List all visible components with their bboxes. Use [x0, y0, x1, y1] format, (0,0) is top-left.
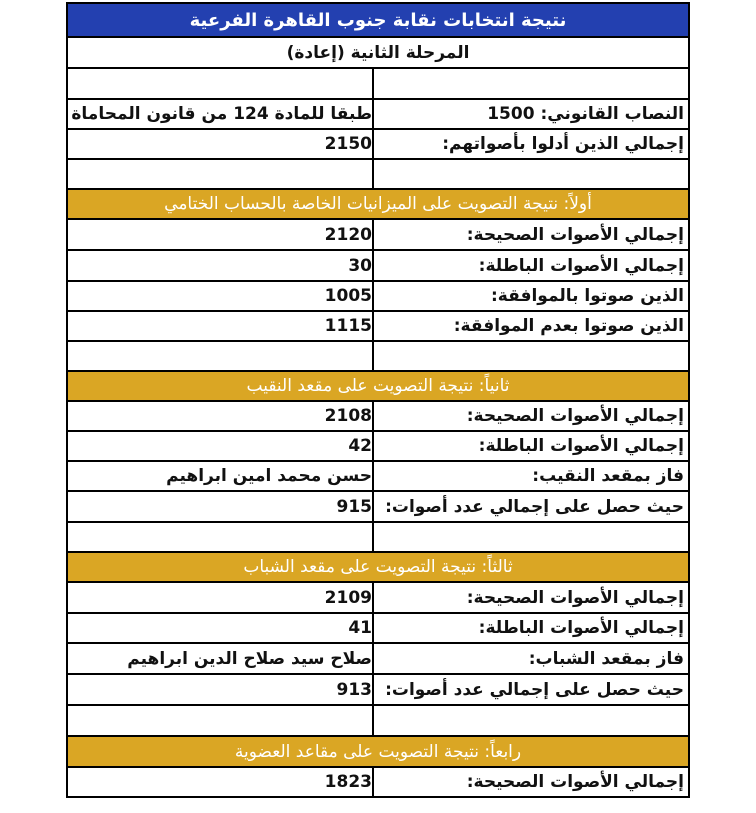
- page-title: نتيجة انتخابات نقابة جنوب القاهرة الفرعية: [189, 9, 567, 31]
- table-row: [68, 492, 688, 523]
- empty-cell: [68, 523, 372, 551]
- table-row: [68, 312, 688, 342]
- table-row: [68, 432, 688, 462]
- quorum-row: [68, 100, 688, 130]
- row-value: 41: [348, 618, 372, 638]
- section-title: أولاً: نتيجة التصويت على الميزانيات الخاصة بالحساب الختامي: [164, 194, 592, 214]
- row-label: الذين صوتوا بعدم الموافقة:: [372, 312, 688, 340]
- empty-row: [68, 523, 688, 553]
- section-title: ثالثاً: نتيجة التصويت على مقعد الشباب: [243, 557, 513, 577]
- section-header-youth: [68, 553, 688, 583]
- empty-row: [68, 69, 688, 100]
- empty-row: [68, 706, 688, 737]
- empty-row: [68, 160, 688, 190]
- row-value: 1115: [324, 316, 372, 336]
- row-label: فاز بمقعد الشباب:: [372, 644, 688, 673]
- quorum-label: النصاب القانوني: 1500: [372, 100, 688, 128]
- winner-name: صلاح سيد صلاح الدين ابراهيم: [127, 648, 372, 669]
- row-label: إجمالي الأصوات الصحيحة:: [372, 583, 688, 612]
- total-voted-row: [68, 130, 688, 160]
- row-label: حيث حصل على إجمالي عدد أصوات:: [372, 492, 688, 521]
- section-header-membership: [68, 737, 688, 768]
- total-voted-value: 2150: [324, 134, 372, 154]
- table-row: [68, 768, 688, 798]
- table-row: [68, 220, 688, 251]
- empty-cell: [68, 69, 372, 98]
- row-value: 2108: [324, 406, 372, 426]
- table-row: [68, 282, 688, 312]
- section-title: ثانياً: نتيجة التصويت على مقعد النقيب: [246, 376, 510, 396]
- row-label: إجمالي الأصوات الباطلة:: [372, 614, 688, 642]
- row-value: 42: [348, 436, 372, 456]
- section-header-chairman: [68, 372, 688, 402]
- section-title: رابعاً: نتيجة التصويت على مقاعد العضوية: [234, 741, 522, 762]
- row-value: 30: [348, 255, 372, 276]
- row-label: إجمالي الأصوات الباطلة:: [372, 432, 688, 460]
- table-row: [68, 614, 688, 644]
- results-table: [66, 2, 690, 798]
- empty-cell: [68, 160, 372, 188]
- row-label: الذين صوتوا بالموافقة:: [372, 282, 688, 310]
- empty-cell: [372, 342, 688, 370]
- empty-cell: [68, 706, 372, 735]
- table-row: [68, 583, 688, 614]
- title-row: [68, 4, 688, 38]
- section-header-budget: [68, 190, 688, 220]
- table-row: [68, 251, 688, 282]
- empty-cell: [372, 160, 688, 188]
- empty-cell: [68, 342, 372, 370]
- empty-cell: [372, 523, 688, 551]
- row-label: إجمالي الأصوات الصحيحة:: [372, 768, 688, 796]
- row-label: إجمالي الأصوات الصحيحة:: [372, 402, 688, 430]
- row-label: إجمالي الأصوات الصحيحة:: [372, 220, 688, 249]
- empty-cell: [372, 706, 688, 735]
- row-label: فاز بمقعد النقيب:: [372, 462, 688, 490]
- row-value: 1823: [324, 772, 372, 792]
- empty-cell: [372, 69, 688, 98]
- winner-name: حسن محمد امين ابراهيم: [166, 466, 372, 486]
- table-row: [68, 675, 688, 706]
- total-voted-label: إجمالي الذين أدلوا بأصواتهم:: [372, 130, 688, 158]
- page-subtitle: المرحلة الثانية (إعادة): [286, 42, 470, 63]
- row-value: 913: [336, 679, 372, 700]
- row-label: إجمالي الأصوات الباطلة:: [372, 251, 688, 280]
- table-row: [68, 644, 688, 675]
- table-row: [68, 402, 688, 432]
- row-value: 915: [336, 496, 372, 517]
- row-value: 2109: [324, 587, 372, 608]
- row-value: 2120: [324, 224, 372, 245]
- table-row: [68, 462, 688, 492]
- row-label: حيث حصل على إجمالي عدد أصوات:: [372, 675, 688, 704]
- quorum-note: طبقا للمادة 124 من قانون المحاماة: [71, 104, 372, 124]
- empty-row: [68, 342, 688, 372]
- subtitle-row: [68, 38, 688, 69]
- row-value: 1005: [324, 286, 372, 306]
